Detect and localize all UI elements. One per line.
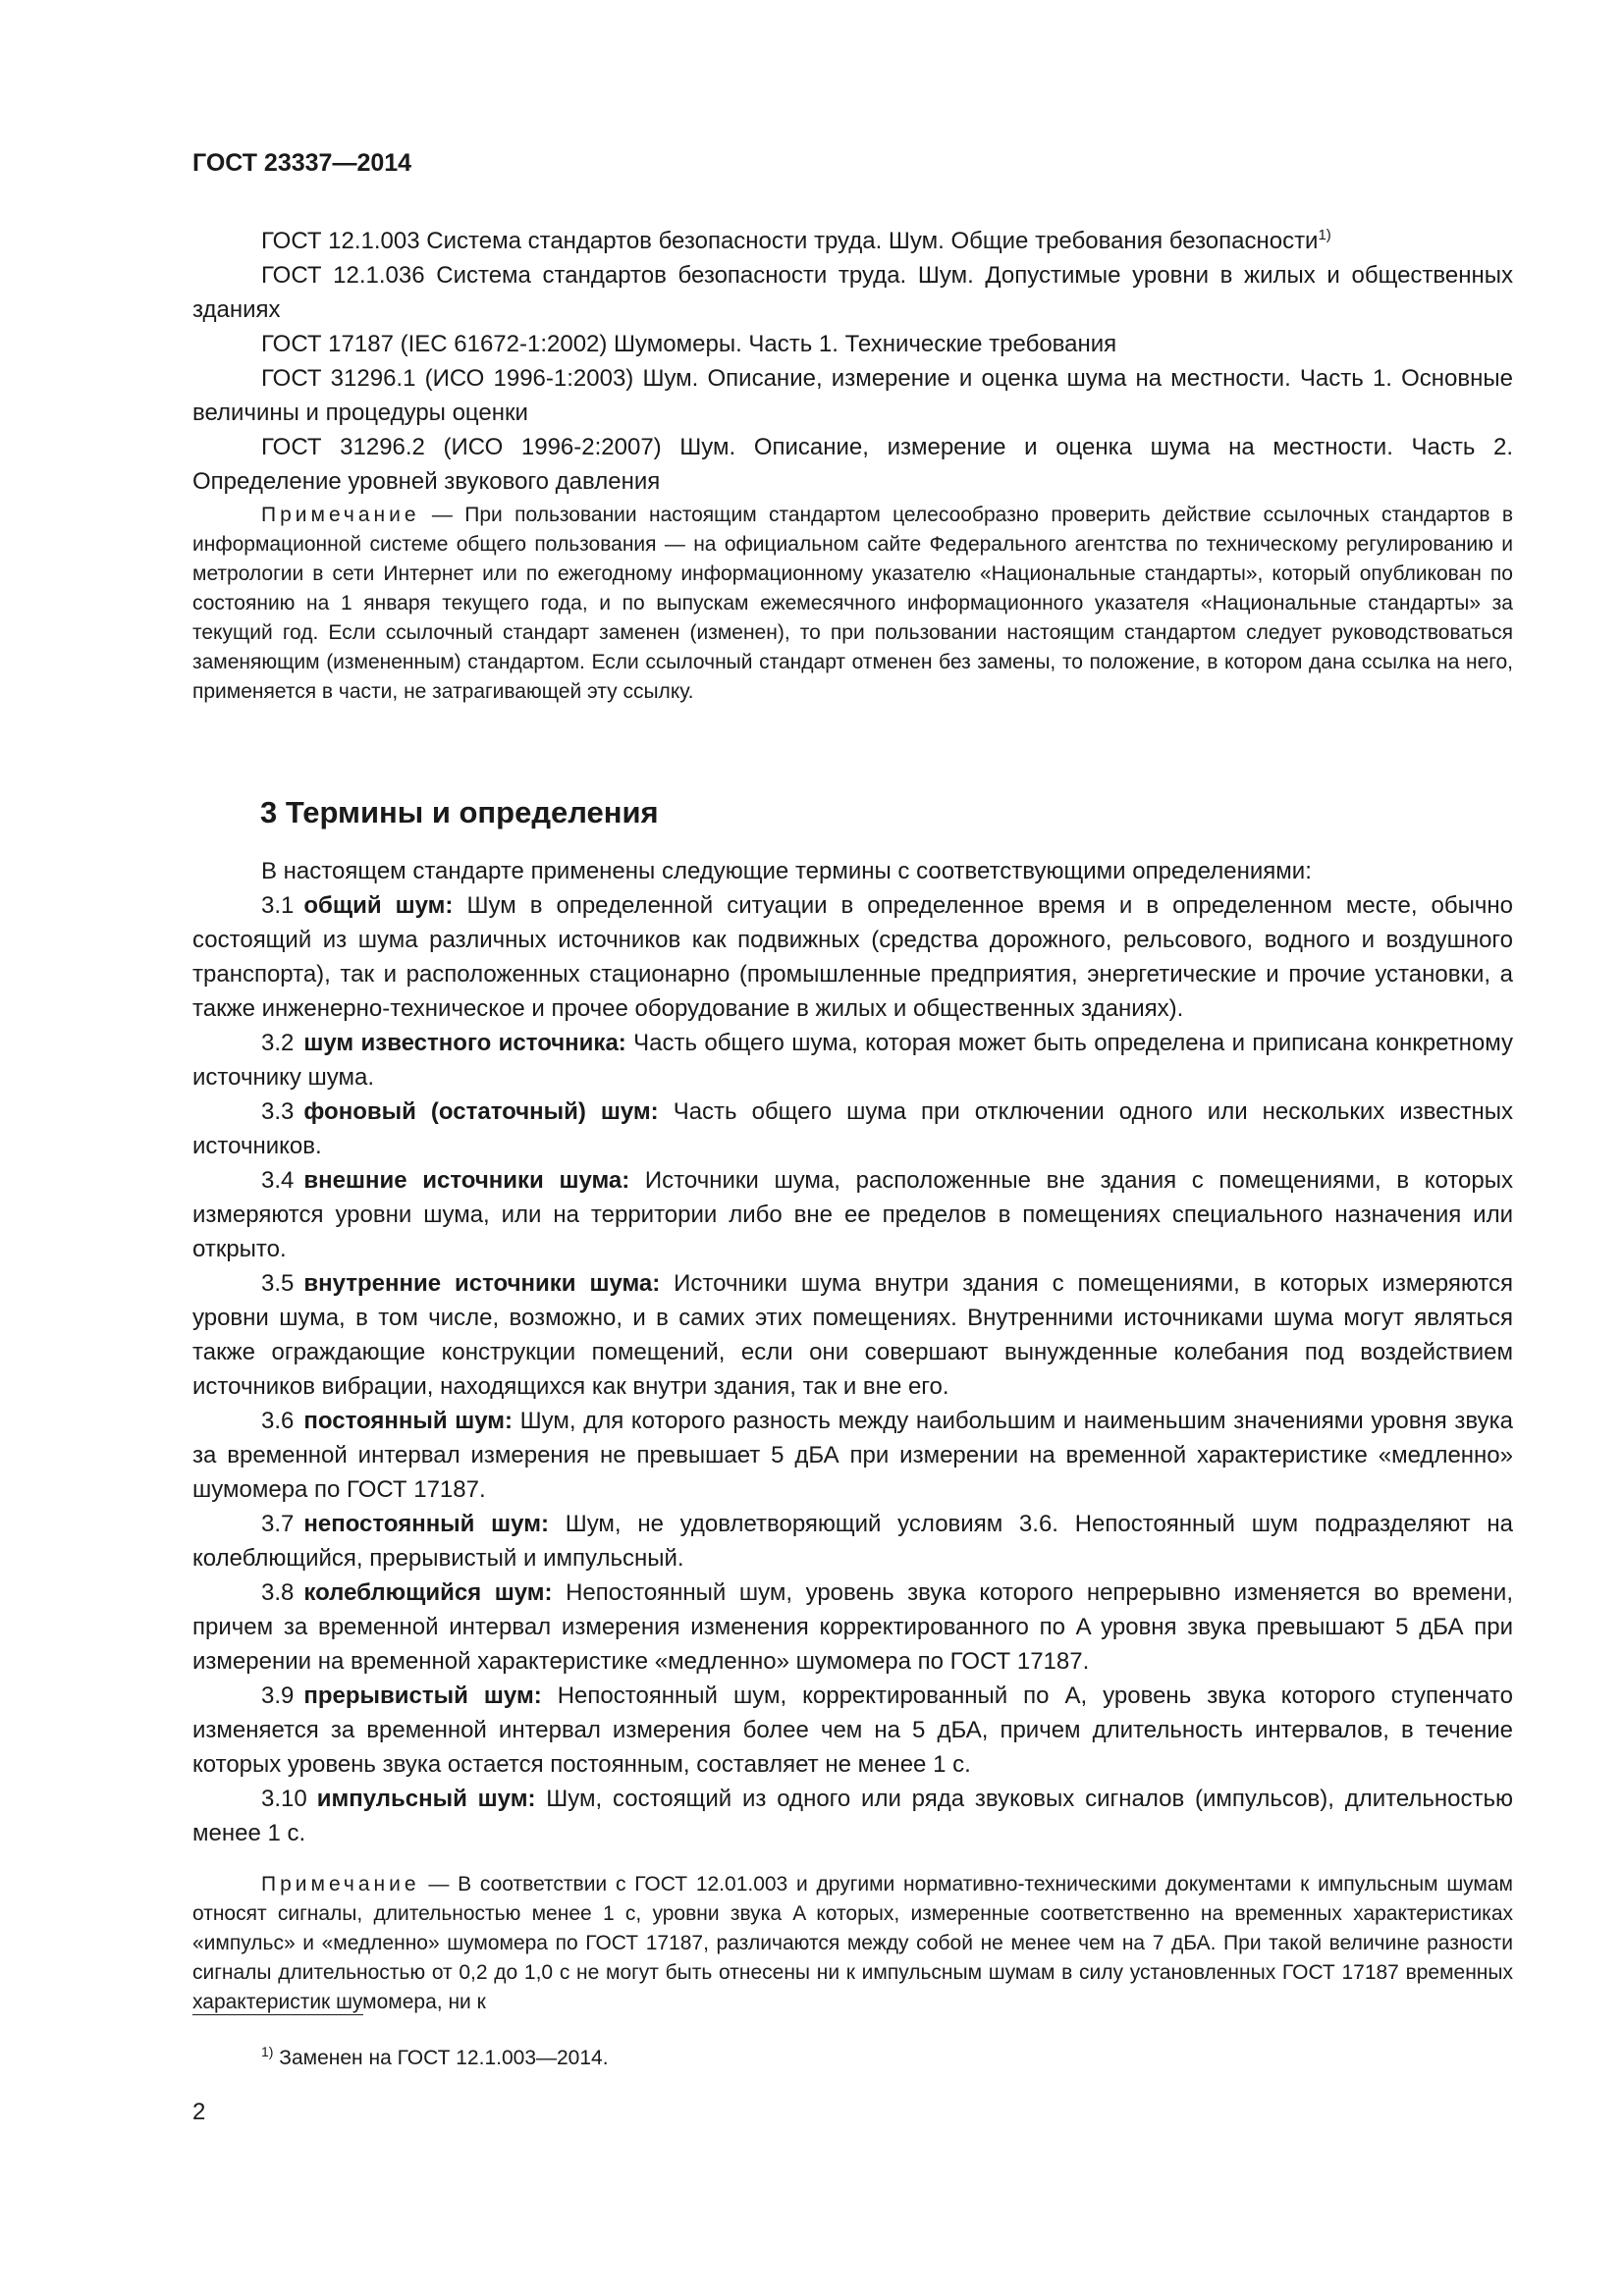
term-item: 3.4 внешние источники шума: Источники шума, расположенные вне здания с помещениями, в которых измеряются уровни шума, или на территории либо вне ее пределов в помещениях специального назначения или открыто. [192,1167,1513,1262]
note-label: Примечание [261,1873,420,1896]
note-label: Примечание [261,504,420,526]
page-number: 2 [192,2099,206,2125]
term-item: 3.6 постоянный шум: Шум, для которого разность между наибольшим и наименьшим значениями уровня звука за временной интервал измерения не превышает 5 дБА при измерении на временной характеристике «медленно» шумомера по ГОСТ 17187. [192,1408,1513,1503]
section-title: 3 Термины и определения [260,795,659,829]
reference-item: ГОСТ 31296.2 (ИСО 1996-2:2007) Шум. Описание, измерение и оценка шума на местности. Часть 2. Определение уровней звукового давления [192,434,1513,495]
footnote-mark: 1) [261,2044,274,2059]
term-item: 3.2 шум известного источника: Часть общего шума, которая может быть определена и приписана конкретному источнику шума. [192,1030,1513,1091]
note-references [192,501,1513,707]
footnote-text: Заменен на ГОСТ 12.1.003—2014. [279,2047,609,2069]
term-item: 3.1 общий шум: Шум в определенной ситуации в определенное время и в определенном месте, обычно состоящий из шума различных источников как подвижных (средства дорожного, рельсового, водного и воздушного транспорта), так и расположенных стационарно (промышленные предприятия, энергетические и прочие установки, а также инженерно-техническое и прочее оборудование в жилых и общественных зданиях). [192,892,1513,1022]
reference-item: ГОСТ 31296.1 (ИСО 1996-1:2003) Шум. Описание, измерение и оценка шума на местности. Часть 1. Основные величины и процедуры оценки [192,365,1513,426]
term-item: 3.9 прерывистый шум: Непостоянный шум, корректированный по A, уровень звука которого ступенчато изменяется за временной интервал измерения более чем на 5 дБА, причем длительность интервалов, в течение которых уровень звука остается постоянным, составляет не менее 1 с. [192,1682,1514,1778]
footnote-divider [192,2014,363,2015]
terms-list [192,854,1513,1850]
normative-references [192,224,1513,499]
footnote-mark: 1) [1318,227,1331,243]
note-impulse-noise [192,1870,1513,2017]
footnote [261,2044,609,2070]
term-item: 3.3 фоновый (остаточный) шум: Часть общего шума при отключении одного или нескольких известных источников. [192,1098,1514,1159]
term-item: 3.7 непостоянный шум: Шум, не удовлетворяющий условиям 3.6. Непостоянный шум подразделяют на колеблющийся, прерывистый и импульсный. [192,1511,1514,1572]
term-item: 3.10 импульсный шум: Шум, состоящий из одного или ряда звуковых сигналов (импульсов), длительностью менее 1 с. [192,1786,1514,1846]
note-text: — В соответствии с ГОСТ 12.01.003 и другими нормативно-техническими документами к импульсным шумам относят сигналы, длительностью менее 1 с, уровни звука A которых, измеренные соответственно на временных характеристиках «импульс» и «медленно» шумомера по ГОСТ 17187, различаются между собой не менее чем на 7 дБА. При такой величине разности сигналы длительностью от 0,2 до 1,0 с не могут быть отнесены ни к импульсным шумам в силу установленных ГОСТ 17187 временных характеристик шумомера, ни к [192,1873,1513,2013]
document-header: ГОСТ 23337—2014 [192,149,412,177]
note-text: — При пользовании настоящим стандартом целесообразно проверить действие ссылочных стандартов в информационной системе общего пользования — на официальном сайте Федерального агентства по техническому регулированию и метрологии в сети Интернет или по ежегодному информационному указателю «Национальные стандарты», который опубликован по состоянию на 1 января текущего года, и по выпускам ежемесячного информационного указателя «Национальные стандарты» за текущий год. Если ссылочный стандарт заменен (изменен), то при пользовании настоящим стандартом следует руководствоваться заменяющим (измененным) стандартом. Если ссылочный стандарт отменен без замены, то положение, в котором дана ссылка на него, применяется в части, не затрагивающей эту ссылку. [192,504,1513,703]
term-item: 3.5 внутренние источники шума: Источники шума внутри здания с помещениями, в которых измеряются уровни шума, в том числе, возможно, и в самих этих помещениях. Внутренними источниками шума могут являться также ограждающие конструкции помещений, если они совершают вынужденные колебания под воздействием источников вибрации, находящихся как внутри здания, так и вне его. [192,1270,1514,1400]
reference-item: ГОСТ 17187 (IEC 61672-1:2002) Шумомеры. Часть 1. Технические требования [261,331,1117,357]
reference-item: ГОСТ 12.1.036 Система стандартов безопасности труда. Шум. Допустимые уровни в жилых и общественных зданиях [192,262,1513,323]
terms-intro: В настоящем стандарте применены следующие термины с соответствующими определениями: [261,858,1312,884]
reference-item: ГОСТ 12.1.003 Система стандартов безопасности труда. Шум. Общие требования безопасности$^{1)}$ [261,227,1331,254]
term-item: 3.8 колеблющийся шум: Непостоянный шум, уровень звука которого непрерывно изменяется во времени, причем за временной интервал измерения изменения корректированного по A уровня звука превышают 5 дБА при измерении на временной характеристике «медленно» шумомера по ГОСТ 17187. [192,1579,1513,1675]
